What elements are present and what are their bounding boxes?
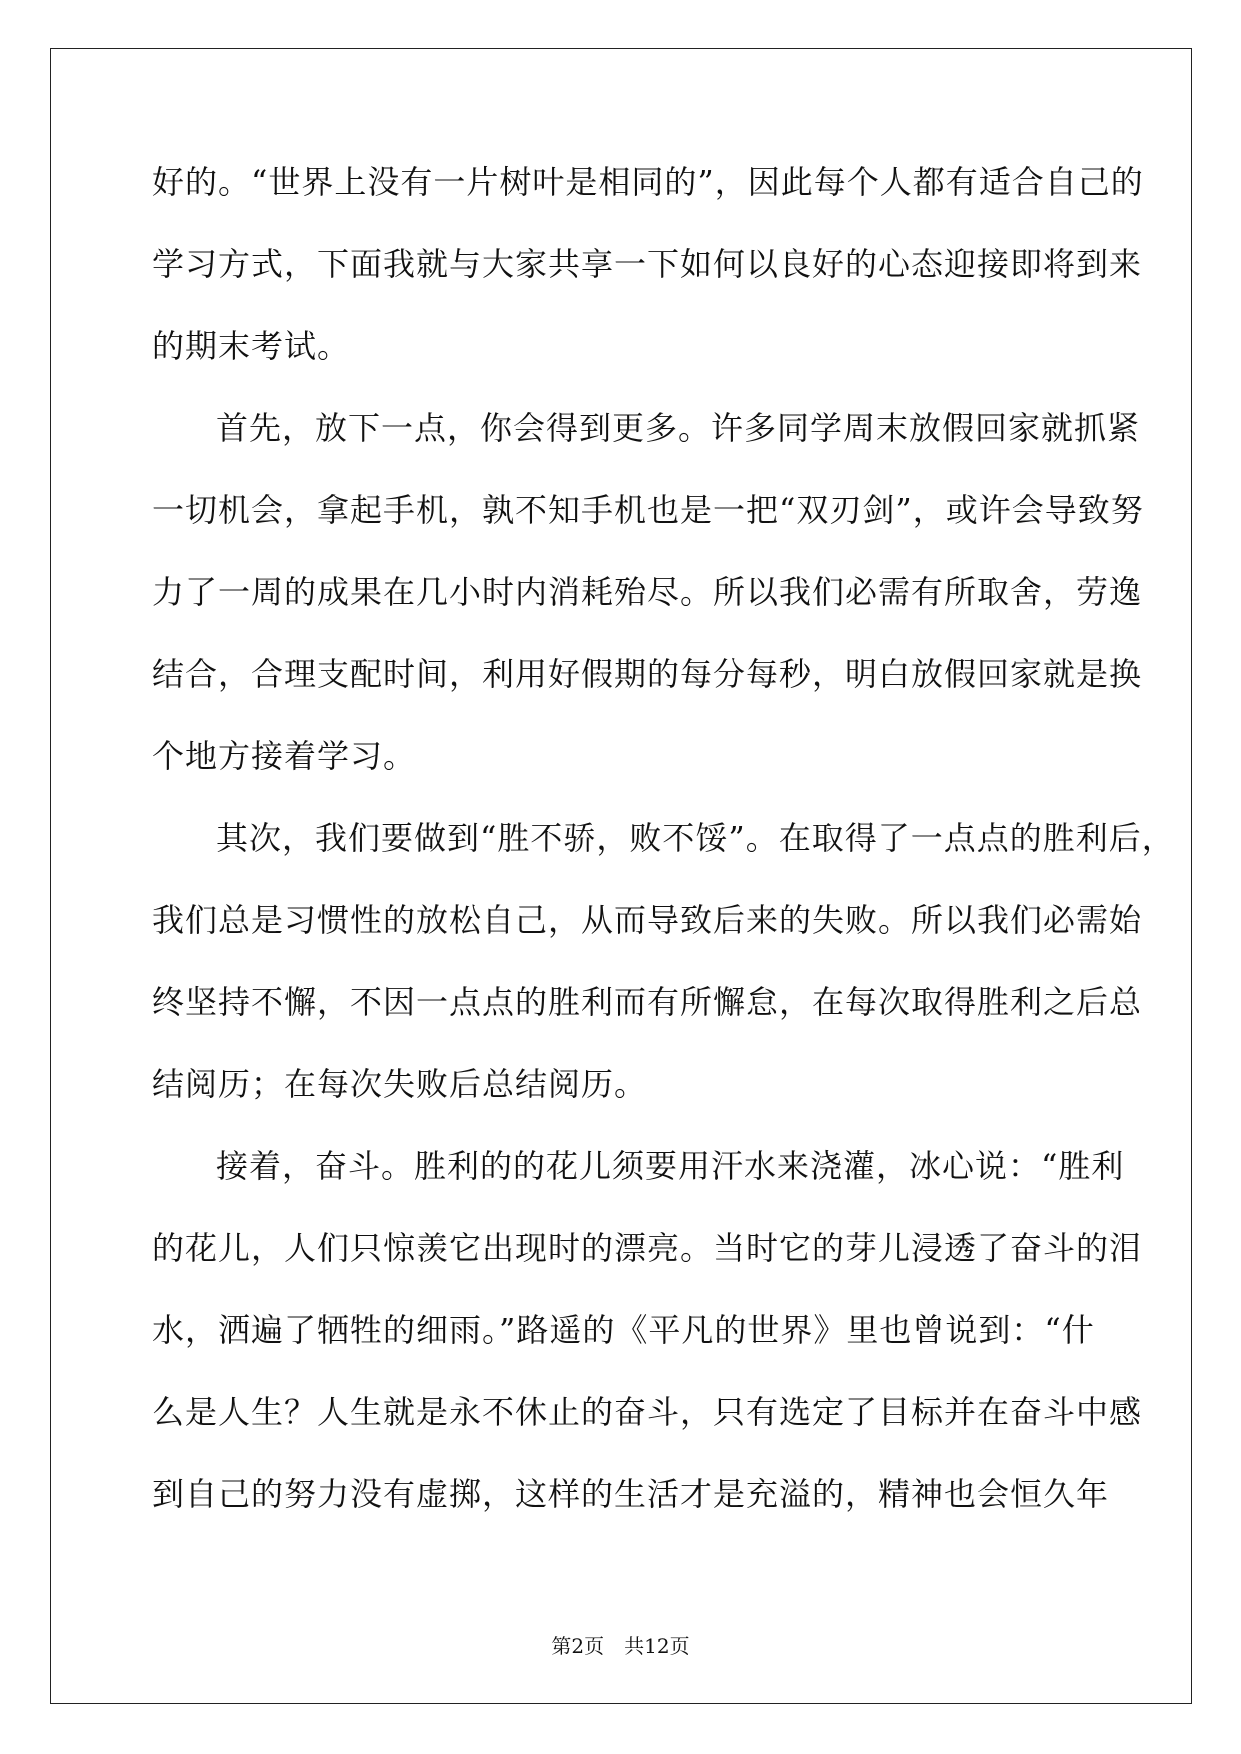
text-line-12: 结阅历；在每次失败后总结阅历。: [152, 1065, 648, 1103]
text-line-15: 水，洒遍了牺牲的细雨。”路遥的《平凡的世界》里也曾说到：“什: [152, 1311, 1095, 1349]
text-line-17: 到自己的努力没有虚掷，这样的生活才是充溢的，精神也会恒久年: [152, 1475, 1110, 1513]
page-number-footer: 第2页 共12页: [551, 1634, 690, 1658]
text-line-5: 一切机会，拿起手机，孰不知手机也是一把“双刃剑”，或许会导致努: [152, 491, 1144, 529]
text-line-2: 学习方式，下面我就与大家共享一下如何以良好的心态迎接即将到来: [152, 245, 1143, 283]
text-line-13: 接着，奋斗。胜利的的花儿须要用汗水来浇灌，冰心说：“胜利: [216, 1147, 1125, 1185]
text-line-9: 其次，我们要做到“胜不骄，败不馁”。在取得了一点点的胜利后，: [216, 819, 1175, 857]
text-line-16: 么是人生？人生就是永不休止的奋斗，只有选定了目标并在奋斗中感: [152, 1393, 1143, 1431]
text-line-4: 首先，放下一点，你会得到更多。许多同学周末放假回家就抓紧: [216, 409, 1141, 447]
text-line-7: 结合，合理支配时间，利用好假期的每分每秒，明白放假回家就是换: [152, 655, 1143, 693]
text-line-3: 的期末考试。: [152, 327, 351, 365]
text-line-11: 终坚持不懈，不因一点点的胜利而有所懈怠，在每次取得胜利之后总: [152, 983, 1143, 1021]
text-line-10: 我们总是习惯性的放松自己，从而导致后来的失败。所以我们必需始: [152, 901, 1143, 939]
text-line-1: 好的。“世界上没有一片树叶是相同的”，因此每个人都有适合自己的: [152, 163, 1144, 201]
text-line-14: 的花儿，人们只惊羡它出现时的漂亮。当时它的芽儿浸透了奋斗的泪: [152, 1229, 1143, 1267]
text-line-6: 力了一周的成果在几小时内消耗殆尽。所以我们必需有所取舍，劳逸: [152, 573, 1143, 611]
document-body: [152, 160, 1175, 1554]
text-line-8: 个地方接着学习。: [152, 737, 417, 775]
